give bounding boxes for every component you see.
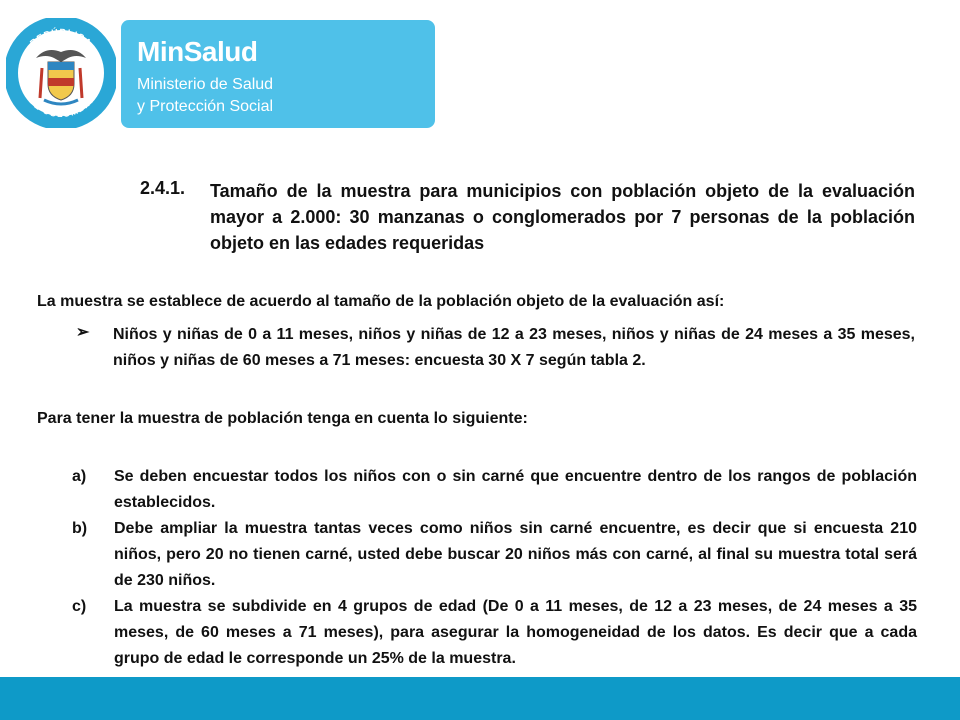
lead-paragraph: Para tener la muestra de población tenga en cuenta lo siguiente: — [37, 410, 528, 427]
seal-top-text: REPÚBLICA — [28, 26, 94, 49]
list-marker: c) — [72, 598, 87, 615]
brand-name: MinSalud — [137, 36, 258, 67]
list-item-text: La muestra se subdivide en 4 grupos de edad (De 0 a 11 meses, de 12 a 23 meses, de 24 meses a 35 meses, de 60 meses a 71 meses), para asegurar la homogeneidad de los datos. Es decir que a cada grupo de edad le corresponde un 25% de la muestra. — [114, 598, 917, 667]
intro-paragraph: La muestra se establece de acuerdo al tamaño de la población objeto de la evaluación así: — [37, 293, 725, 310]
section-number: 2.4.1. — [140, 178, 186, 198]
list-item-text: Debe ampliar la muestra tantas veces como niños sin carné encuentre, es decir que si encuesta 210 niños, pero 20 no tienen carné, usted debe buscar 20 niños más con carné, al final su muestra total será de 230 niños. — [114, 520, 917, 589]
footer-band — [0, 677, 960, 720]
brand-subtitle-line1: Ministerio de Salud — [137, 76, 274, 93]
brand-subtitle-line2: y Protección Social — [137, 98, 274, 115]
bullet-text: Niños y niñas de 0 a 11 meses, niños y niñas de 12 a 23 meses, niños y niñas de 24 meses a 35 meses, niños y niñas de 60 meses a 71 meses: encuesta 30 X 7 según tabla 2. — [113, 326, 915, 369]
lettered-list — [72, 464, 917, 698]
seal-bottom-text: DE COLOMBIA — [26, 95, 96, 120]
list-item — [72, 464, 917, 516]
list-marker: a) — [72, 468, 87, 485]
list-item — [72, 594, 917, 672]
list-marker: b) — [72, 520, 88, 537]
list-item-text: Se deben encuestar todos los niños con o sin carné que encuentre dentro de los rangos de población establecidos. — [114, 468, 917, 511]
list-item — [72, 516, 917, 594]
bullet-arrow-icon: ➢ — [76, 324, 90, 341]
colombia-seal-logo — [6, 18, 116, 128]
minsalud-brand-block — [121, 20, 435, 128]
section-title: Tamaño de la muestra para municipios con población objeto de la evaluación mayor a 2.000: 30 manzanas o conglomerados por 7 personas de la población objeto en las edades requeridas — [210, 181, 915, 253]
